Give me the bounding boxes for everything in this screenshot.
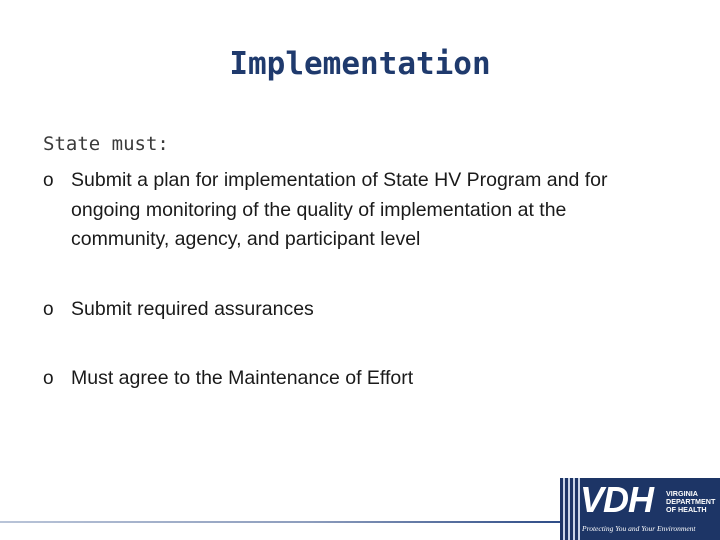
logo-org-name (666, 490, 720, 514)
vdh-logo (560, 478, 720, 540)
bullet-marker-icon: o (43, 368, 54, 389)
logo-org-line: DEPARTMENT (666, 497, 716, 506)
logo-tagline: Protecting You and Your Environment (582, 524, 696, 533)
bullet-list (43, 166, 663, 394)
slide-title: Implementation (229, 46, 491, 82)
bullet-item (43, 364, 663, 394)
footer-divider (0, 521, 560, 523)
bullet-text: Submit required assurances (71, 297, 314, 320)
intro-text: State must: (43, 133, 169, 155)
bullet-item (43, 166, 663, 255)
bullet-text: Submit a plan for implementation of State HV Program and for ongoing monitoring of the quality of implementation at the community, agency, and participant level (71, 169, 608, 250)
logo-org-line: OF HEALTH (666, 505, 707, 514)
bullet-marker-icon: o (43, 170, 54, 191)
bullet-text: Must agree to the Maintenance of Effort (71, 367, 414, 389)
logo-stripes-icon (560, 478, 580, 540)
bullet-marker-icon: o (43, 298, 54, 320)
logo-org-line: VIRGINIA (666, 489, 698, 498)
logo-mark: VDH (580, 479, 654, 520)
bullet-item (43, 295, 663, 325)
